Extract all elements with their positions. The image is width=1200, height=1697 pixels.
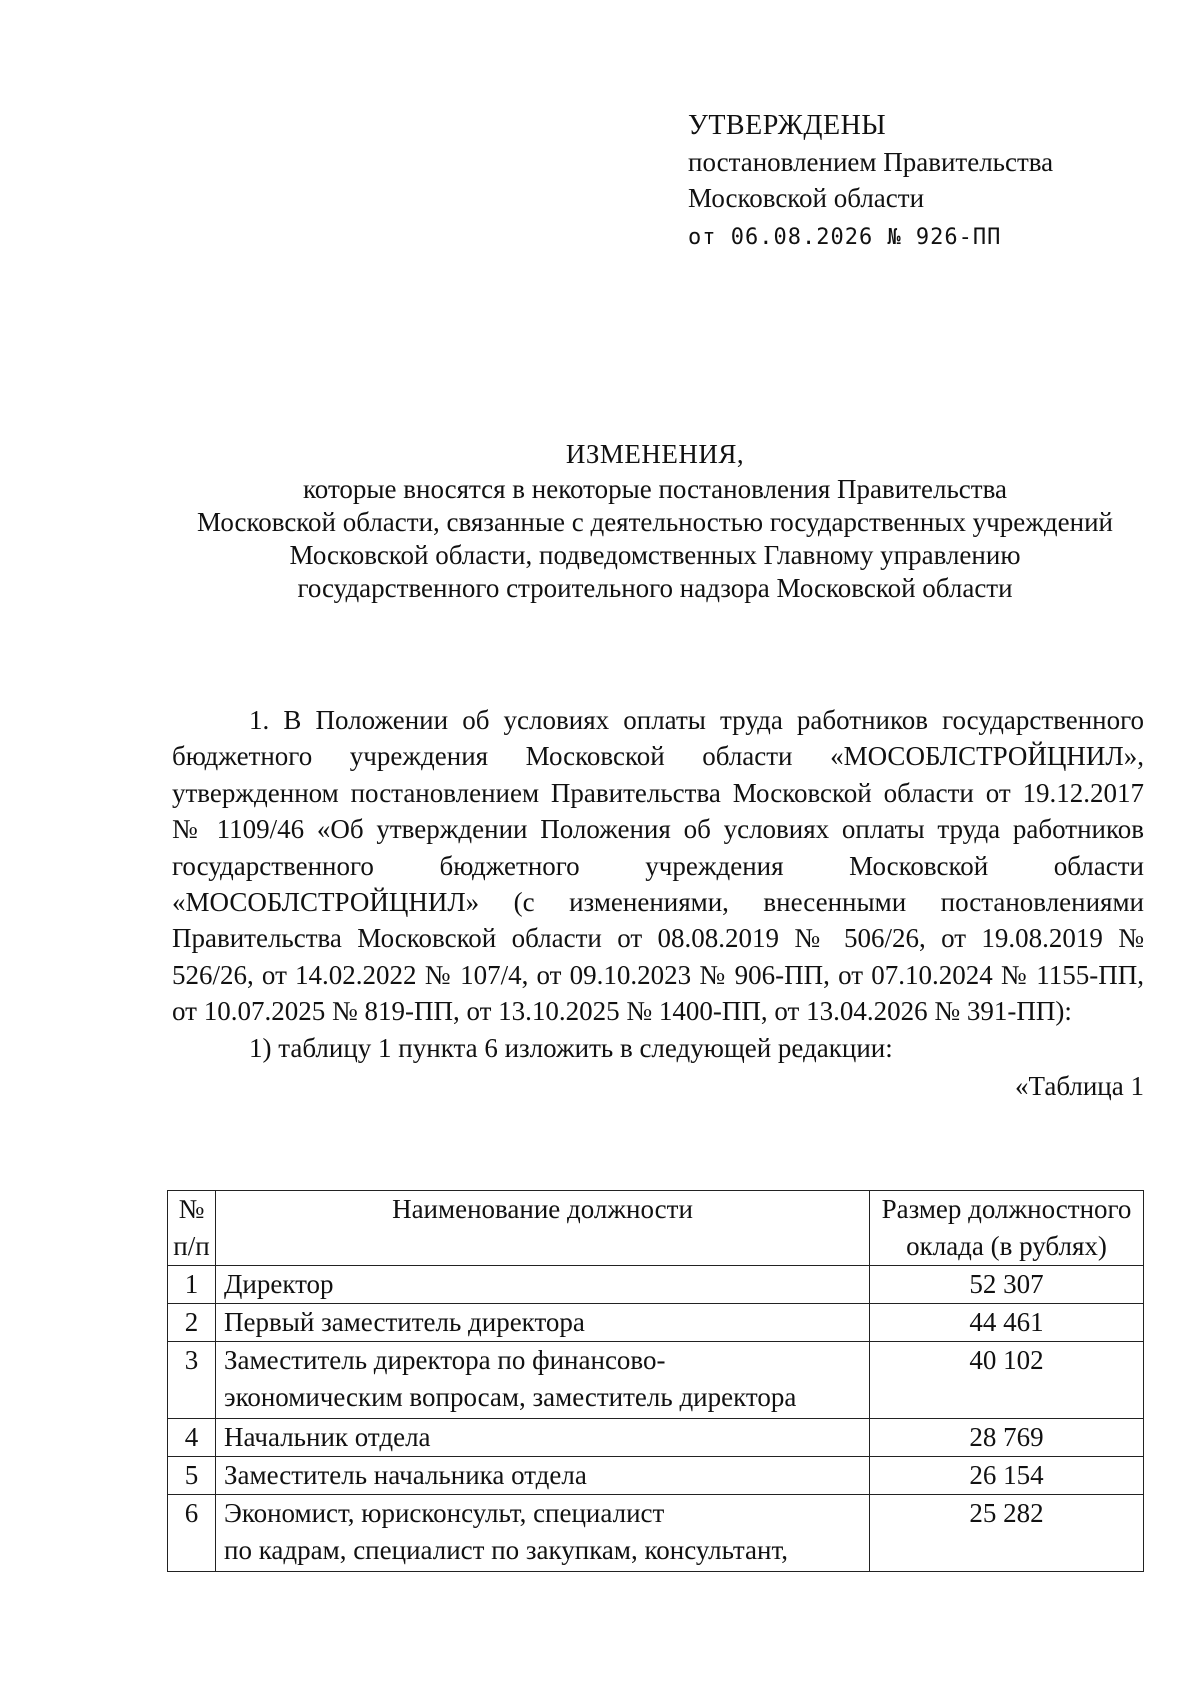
salary-value: 44 461 bbox=[870, 1304, 1144, 1342]
item-1: 1) таблицу 1 пункта 6 изложить в следующей редакции: bbox=[249, 1032, 893, 1063]
approval-line-1: постановлением Правительства bbox=[688, 147, 1054, 177]
row-number: 2 bbox=[168, 1304, 216, 1342]
position-name: Заместитель директора по финансово- экономическим вопросам, заместитель директора bbox=[216, 1342, 870, 1419]
salary-value: 40 102 bbox=[870, 1342, 1144, 1419]
body-text bbox=[172, 702, 1144, 1104]
approval-line-2: Московской области bbox=[688, 183, 925, 213]
table-caption: «Таблица 1 bbox=[1015, 1071, 1144, 1102]
position-name: Первый заместитель директора bbox=[216, 1304, 870, 1342]
heading-line: которые вносятся в некоторые постановления Правительства bbox=[303, 474, 1007, 504]
salary-table bbox=[167, 1190, 1144, 1572]
row-number: 5 bbox=[168, 1457, 216, 1495]
row-number: 3 bbox=[168, 1342, 216, 1419]
document-heading bbox=[160, 438, 1150, 605]
table-row bbox=[168, 1304, 1144, 1342]
approval-stamp bbox=[688, 108, 1053, 256]
salary-value: 28 769 bbox=[870, 1419, 1144, 1457]
paragraph-1: 1. В Положении об условиях оплаты труда работников государственного бюджетного учреждения Московской области «МОСОБЛСТРОЙЦНИЛ», утвержденном постановлением Правительства Московской области от 19.12.2017 № 1109/46 «Об утверждении Положения об условиях оплаты труда работников государственного бюджетного учреждения Московской области «МОСОБЛСТРОЙЦНИЛ» (с изменениями, внесенными постановлениями Правительства Московской области от 08.08.2019 № 506/26, от 19.08.2019 № 526/26, от 14.02.2022 № 107/4, от 09.10.2023 № 906-ПП, от 07.10.2024 № 1155-ПП, от 10.07.2025 № 819-ПП, от 13.10.2025 № 1400-ПП, от 13.04.2026 № 391-ПП): bbox=[172, 705, 1144, 1027]
table-row bbox=[168, 1495, 1144, 1572]
heading-line: Московской области, подведомственных Главному управлению bbox=[289, 540, 1021, 570]
row-number: 1 bbox=[168, 1266, 216, 1304]
table-row bbox=[168, 1342, 1144, 1419]
salary-value: 25 282 bbox=[870, 1495, 1144, 1572]
table-row bbox=[168, 1457, 1144, 1495]
approval-date-number: от 06.08.2026 № 926-ПП bbox=[688, 225, 1002, 250]
approval-title: УТВЕРЖДЕНЫ bbox=[688, 110, 887, 141]
heading-line: государственного строительного надзора Московской области bbox=[297, 573, 1013, 603]
heading-title: ИЗМЕНЕНИЯ, bbox=[565, 439, 745, 469]
row-number: 6 bbox=[168, 1495, 216, 1572]
header-salary: Размер должностного оклада (в рублях) bbox=[870, 1191, 1144, 1266]
salary-value: 52 307 bbox=[870, 1266, 1144, 1304]
table-row bbox=[168, 1419, 1144, 1457]
row-number: 4 bbox=[168, 1419, 216, 1457]
heading-line: Московской области, связанные с деятельностью государственных учреждений bbox=[197, 507, 1113, 537]
position-name: Заместитель начальника отдела bbox=[216, 1457, 870, 1495]
position-name: Начальник отдела bbox=[216, 1419, 870, 1457]
position-name: Экономист, юрисконсульт, специалист по кадрам, специалист по закупкам, консультант, bbox=[216, 1495, 870, 1572]
salary-value: 26 154 bbox=[870, 1457, 1144, 1495]
header-number: № п/п bbox=[168, 1191, 216, 1266]
table-header-row bbox=[168, 1191, 1144, 1266]
header-position-name: Наименование должности bbox=[216, 1191, 870, 1266]
position-name: Директор bbox=[216, 1266, 870, 1304]
table-row bbox=[168, 1266, 1144, 1304]
